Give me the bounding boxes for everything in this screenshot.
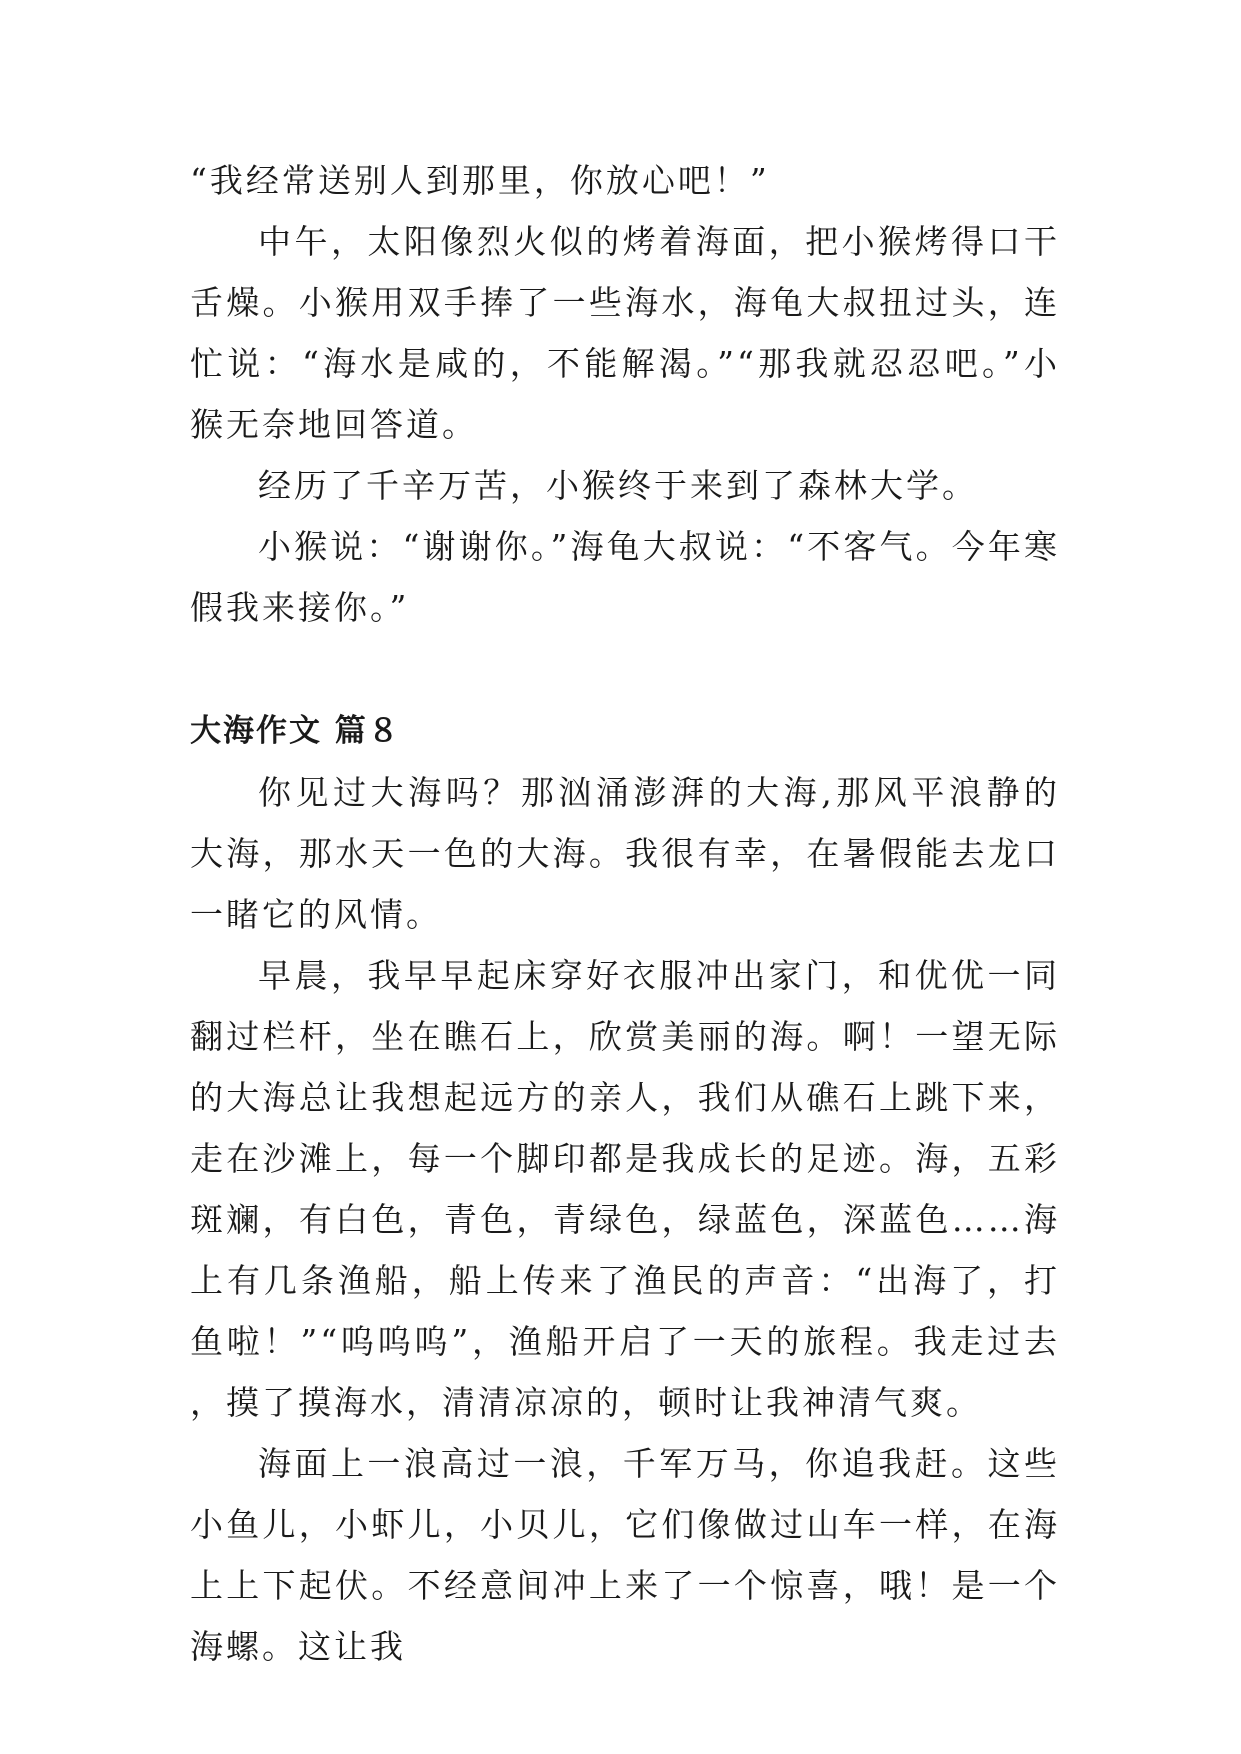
paragraph-arrival: 经历了千辛万苦，小猴终于来到了森林大学。 (258, 466, 978, 505)
paragraph-quote-reply: “我经常送别人到那里，你放心吧！” (190, 161, 770, 200)
document-page (190, 150, 1060, 1677)
paragraph-thanks: 小猴说：“谢谢你。”海龟大叔说：“不客气。今年寒假我来接你。” (190, 527, 1060, 627)
paragraph-noon-sea: 中午，太阳像烈火似的烤着海面，把小猴烤得口干舌燥。小猴用双手捧了一些海水，海龟大叔扭过头，连忙说：“海水是咸的，不能解渴。”“那我就忍忍吧。”小猴无奈地回答道。 (190, 222, 1060, 444)
paragraph-seen-the-sea: 你见过大海吗？那汹涌澎湃的大海,那风平浪静的大海，那水天一色的大海。我很有幸，在暑假能去龙口一睹它的风情。 (190, 773, 1060, 934)
paragraph-morning: 早晨，我早早起床穿好衣服冲出家门，和优优一同翻过栏杆，坐在瞧石上，欣赏美丽的海。啊！一望无际的大海总让我想起远方的亲人，我们从礁石上跳下来，走在沙滩上，每一个脚印都是我成长的足迹。海，五彩斑斓，有白色，青色，青绿色，绿蓝色，深蓝色……海上有几条渔船，船上传来了渔民的声音：“出海了，打鱼啦！”“呜呜呜”，渔船开启了一天的旅程。我走过去，摸了摸海水，清清凉凉的，顿时让我神清气爽。 (190, 956, 1060, 1422)
paragraph-waves: 海面上一浪高过一浪，千军万马，你追我赶。这些小鱼儿，小虾儿，小贝儿，它们像做过山车一样，在海上上下起伏。不经意间冲上来了一个惊喜，哦！是一个海螺。这让我 (190, 1444, 1060, 1666)
section-title: 大海作文 篇８ (190, 713, 401, 749)
